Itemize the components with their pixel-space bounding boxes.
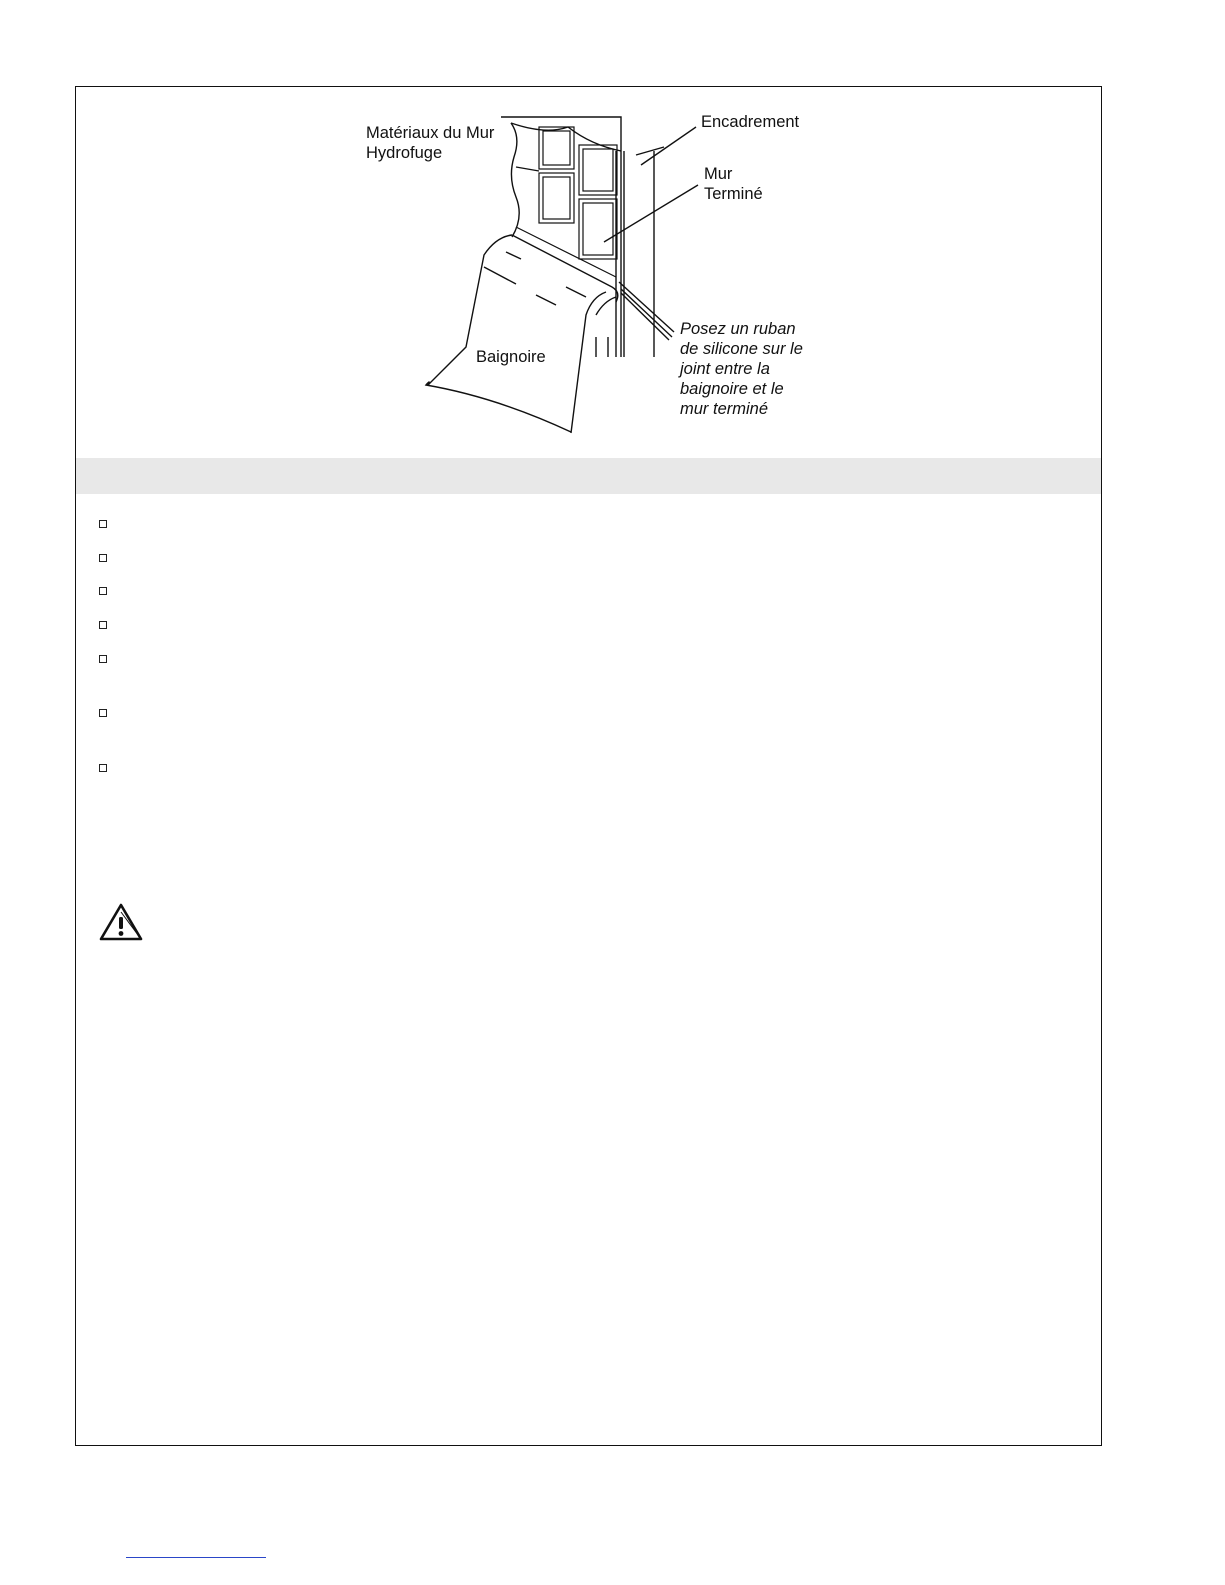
- checkbox-1[interactable]: [99, 520, 107, 528]
- checkbox-2[interactable]: [99, 554, 107, 562]
- section-header-band: [76, 458, 1101, 494]
- checkbox-3[interactable]: [99, 587, 107, 595]
- checkbox-5[interactable]: [99, 655, 107, 663]
- diagram-drawing: [76, 87, 1103, 457]
- label-finished-wall: Mur Terminé: [704, 165, 763, 203]
- page-frame: [75, 86, 1102, 1446]
- checkbox-6[interactable]: [99, 709, 107, 717]
- footer-link-underline[interactable]: [126, 1557, 266, 1558]
- checkbox-7[interactable]: [99, 764, 107, 772]
- warning-triangle-icon: [98, 902, 144, 942]
- checkbox-4[interactable]: [99, 621, 107, 629]
- label-silicone-note: Posez un ruban de silicone sur le joint entre la baignoire et le mur terminé: [680, 320, 803, 418]
- installation-diagram: [76, 87, 1101, 457]
- label-framing: Encadrement: [701, 113, 800, 131]
- label-bathtub: Baignoire: [476, 348, 546, 366]
- label-wall-materials: Matériaux du Mur Hydrofuge: [366, 124, 495, 162]
